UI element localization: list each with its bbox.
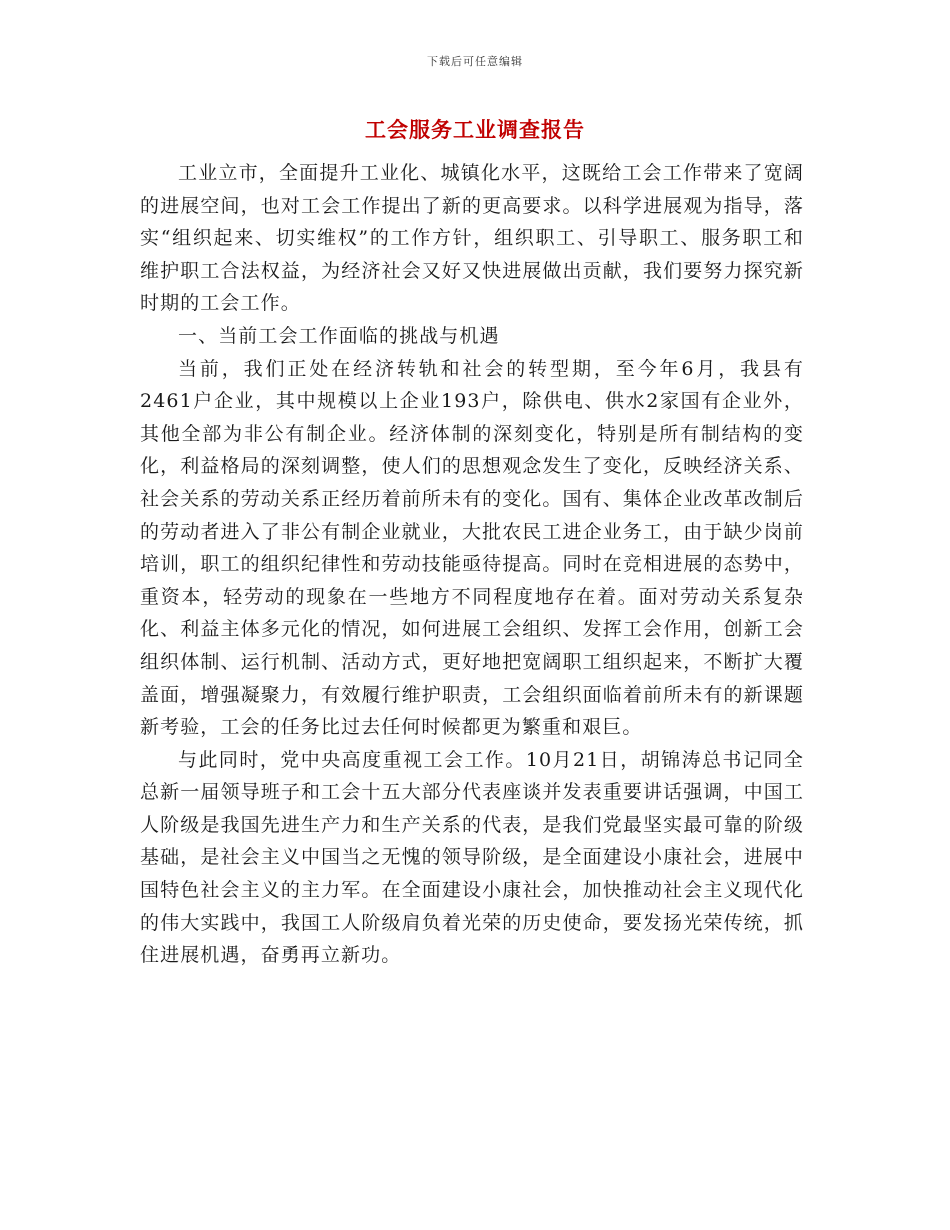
paragraph-challenges: 当前，我们正处在经济转轨和社会的转型期，至今年6月，我县有2461户企业，其中规模以上企业193户，除供电、供水2家国有企业外，其他全部为非公有制企业。经济体制的深刻变化，特别是所有制结构的变化，利益格局的深刻调整，使人们的思想观念发生了变化，反映经济关系、社会关系的劳动关系正经历着前所未有的变化。国有、集体企业改革改制后的劳动者进入了非公有制企业就业，大批农民工进企业务工，由于缺少岗前培训，职工的组织纪律性和劳动技能亟待提高。同时在竞相进展的态势中，重资本，轻劳动的现象在一些地方不同程度地存在着。面对劳动关系复杂化、利益主体多元化的情况，如何进展工会组织、发挥工会作用，创新工会组织体制、运行机制、活动方式，更好地把宽阔职工组织起来，不断扩大覆盖面，增强凝聚力，有效履行维护职责，工会组织面临着前所未有的新课题新考验，工会的任务比过去任何时候都更为繁重和艰巨。 bbox=[140, 357, 804, 739]
document-body bbox=[140, 157, 804, 972]
section-heading: 一、当前工会工作面临的挑战与机遇 bbox=[178, 324, 500, 347]
paragraph-intro: 工业立市，全面提升工业化、城镇化水平，这既给工会工作带来了宽阔的进展空间，也对工会工作提出了新的更高要求。以科学进展观为指导，落实“组织起来、切实维权”的工作方针，组织职工、引导职工、服务职工和维护职工合法权益，为经济社会又好又快进展做出贡献，我们要努力探究新时期的工会工作。 bbox=[140, 162, 804, 315]
paragraph-opportunities: 与此同时，党中央高度重视工会工作。10月21日，胡锦涛总书记同全总新一届领导班子和工会十五大部分代表座谈并发表重要讲话强调，中国工人阶级是我国先进生产力和生产关系的代表，是我们党最坚实最可靠的阶级基础，是社会主义中国当之无愧的领导阶级，是全面建设小康社会，进展中国特色社会主义的主力军。在全面建设小康社会，加快推动社会主义现代化的伟大实践中，我国工人阶级肩负着光荣的历史使命，要发扬光荣传统，抓住进展机遇，奋勇再立新功。 bbox=[140, 748, 804, 967]
page-header-note: 下载后可任意编辑 bbox=[427, 55, 523, 68]
document-title: 工会服务工业调查报告 bbox=[365, 117, 585, 142]
